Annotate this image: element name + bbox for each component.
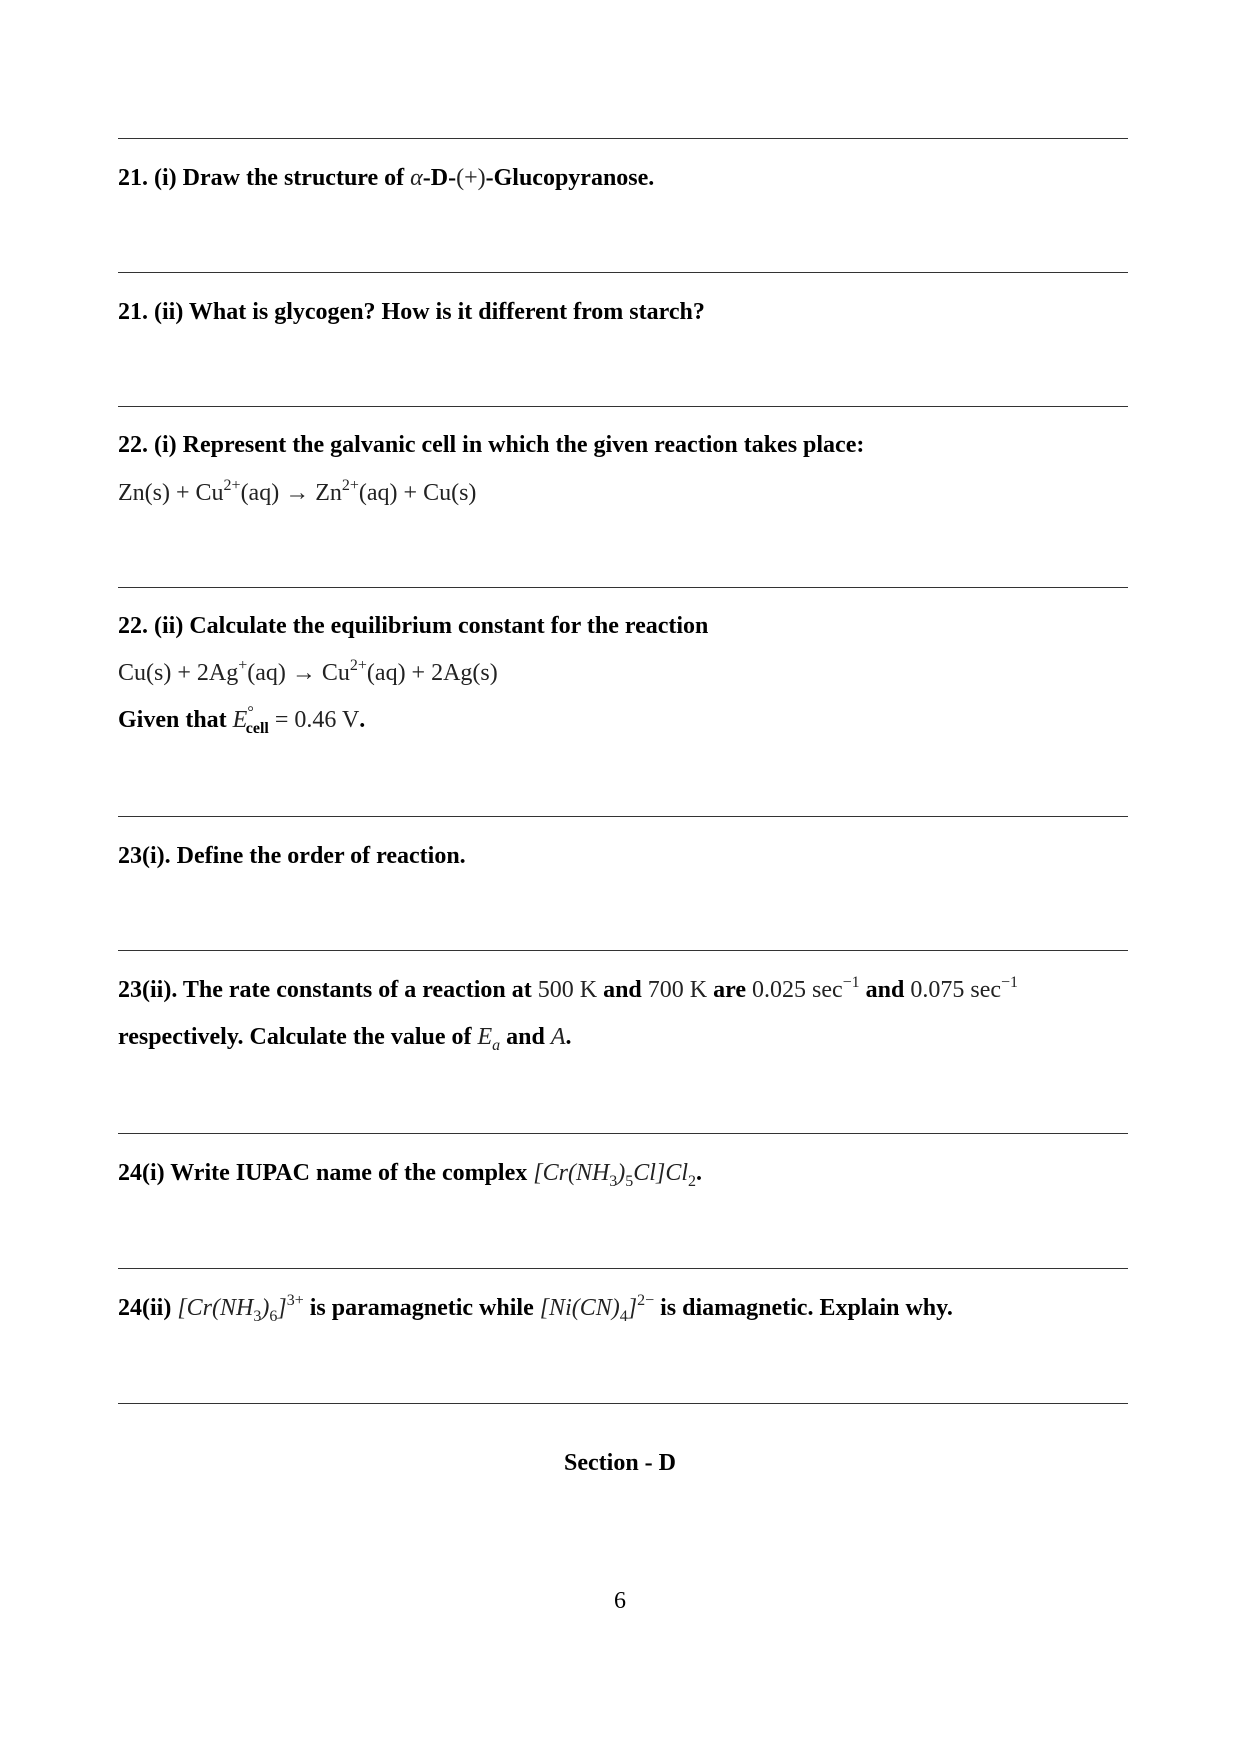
page-number: 6: [614, 1588, 626, 1614]
text: .: [696, 1160, 702, 1186]
question-22-ii-given: [118, 705, 365, 735]
q21i-suffix: -Glucopyranose.: [485, 165, 655, 191]
math: 500 K: [537, 977, 598, 1003]
formula-sub: 2: [688, 1173, 696, 1190]
section-heading: Section - D: [564, 1450, 676, 1476]
divider: [118, 138, 1128, 139]
divider: [118, 816, 1128, 817]
question-23-ii-cont: [118, 1022, 572, 1052]
question-24-i: [118, 1158, 702, 1188]
text: is paramagnetic while: [303, 1295, 540, 1321]
divider: [118, 1268, 1128, 1269]
q21i-prefix: 21. (i) Draw the structure of: [118, 165, 411, 191]
eq-part: Cu(s) + 2Ag: [118, 660, 239, 686]
question-23-i: 23(i). Define the order of reaction.: [118, 843, 466, 869]
given-e-sub: cell: [245, 720, 269, 737]
formula-sup: 3+: [286, 1292, 304, 1309]
given-e-sup: °: [247, 704, 254, 721]
divider: [118, 950, 1128, 951]
math: 0.025 sec: [751, 977, 843, 1003]
formula: ): [261, 1295, 270, 1321]
math-sup: −1: [842, 974, 860, 991]
formula: Cl]Cl: [633, 1160, 688, 1186]
formula-sub: 3: [609, 1173, 618, 1190]
formula: ]: [627, 1295, 638, 1321]
text: is diamagnetic. Explain why.: [654, 1295, 953, 1321]
formula: ): [617, 1160, 626, 1186]
question-22-i-equation: [118, 478, 476, 508]
text: respectively. Calculate the value of: [118, 1024, 478, 1050]
divider: [118, 406, 1128, 407]
q21i-plus: (+): [456, 165, 486, 191]
text: .: [565, 1024, 572, 1050]
formula-sub: 6: [269, 1308, 278, 1325]
divider: [118, 1403, 1128, 1404]
text: 24(i) Write IUPAC name of the complex: [118, 1160, 534, 1186]
text: 24(ii): [118, 1295, 178, 1321]
eq-sup: +: [238, 657, 248, 674]
given-e: E: [232, 707, 248, 733]
formula-sub: 5: [625, 1173, 634, 1190]
divider: [118, 587, 1128, 588]
question-22-i: 22. (i) Represent the galvanic cell in which the given reaction takes place:: [118, 432, 865, 458]
given-value: = 0.46 V: [268, 707, 360, 733]
math: 0.075 sec: [910, 977, 1002, 1003]
divider: [118, 1133, 1128, 1134]
text: and: [500, 1024, 551, 1050]
formula-sup: 2−: [637, 1292, 655, 1309]
question-22-ii-equation: [118, 658, 498, 688]
q21i-alpha: α: [410, 165, 423, 191]
formula: [Ni(CN): [539, 1295, 620, 1321]
formula-sub: 3: [253, 1308, 262, 1325]
given-end: .: [359, 707, 366, 733]
math-sub: a: [492, 1037, 501, 1054]
math: 700 K: [647, 977, 708, 1003]
eq-part: (aq) + Cu(s): [358, 480, 477, 506]
text: and: [859, 977, 911, 1003]
eq-sup: 2+: [223, 477, 241, 494]
math: A: [550, 1024, 566, 1050]
formula: ]: [277, 1295, 287, 1321]
eq-part: Zn(s) + Cu: [118, 480, 224, 506]
question-23-ii: [118, 975, 1018, 1005]
eq-part: (aq) → Cu: [247, 660, 350, 686]
given-prefix: Given that: [118, 707, 233, 733]
text: and: [597, 977, 648, 1003]
question-24-ii: [118, 1293, 953, 1323]
math: E: [477, 1024, 493, 1050]
formula: [Cr(NH: [533, 1160, 610, 1186]
text: 23(ii). The rate constants of a reaction at: [118, 977, 538, 1003]
eq-sup: 2+: [341, 477, 359, 494]
eq-sup: 2+: [349, 657, 367, 674]
question-22-ii: 22. (ii) Calculate the equilibrium constant for the reaction: [118, 613, 709, 639]
text: are: [707, 977, 752, 1003]
eq-part: (aq) → Zn: [240, 480, 342, 506]
question-21-i: [118, 163, 654, 193]
math-sup: −1: [1001, 974, 1019, 991]
formula: [Cr(NH: [177, 1295, 254, 1321]
divider: [118, 272, 1128, 273]
eq-part: (aq) + 2Ag(s): [366, 660, 498, 686]
formula-sub: 4: [619, 1308, 628, 1325]
question-21-ii: 21. (ii) What is glycogen? How is it different from starch?: [118, 299, 705, 325]
q21i-mid: -D-: [422, 165, 457, 191]
